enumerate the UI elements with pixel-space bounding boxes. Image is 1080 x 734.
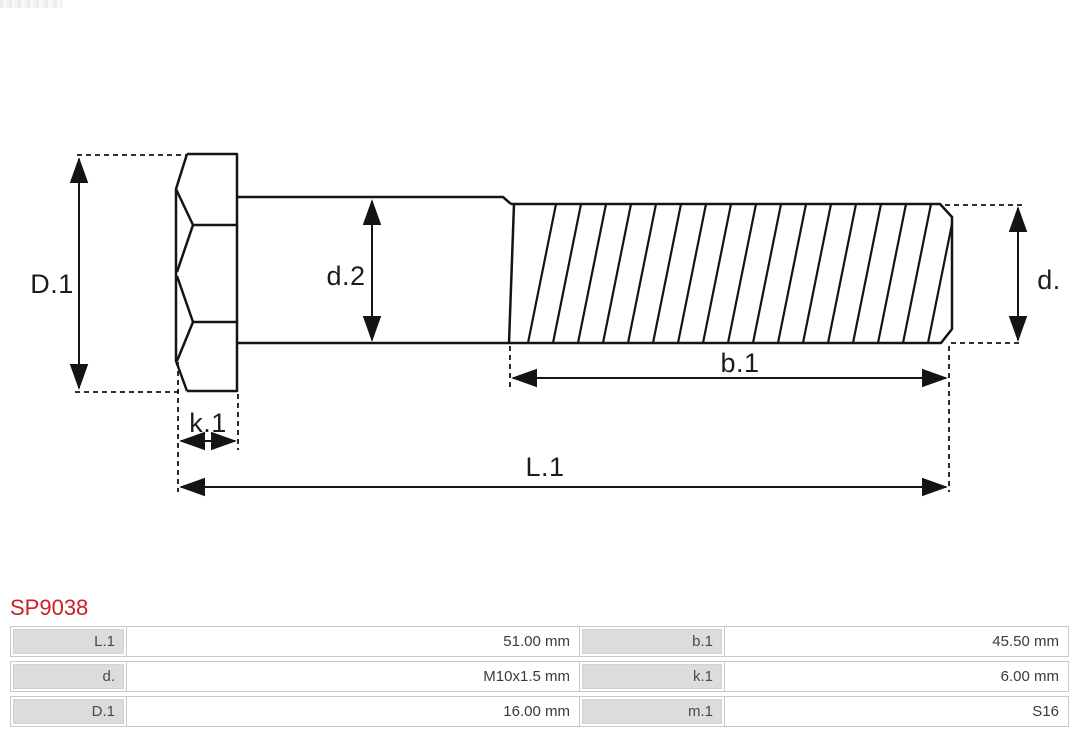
spec-value: 51.00 mm: [127, 627, 580, 656]
spec-value: S16: [1032, 703, 1059, 720]
spec-label: k.1: [582, 664, 722, 689]
dimension-labels: [30, 261, 1061, 482]
spec-label: b.1: [582, 629, 722, 654]
spec-label-cell: [11, 627, 127, 656]
thread-line: [578, 204, 606, 343]
thread-line: [603, 204, 631, 343]
spec-label-cell: [11, 662, 127, 691]
spec-label: d.: [13, 664, 124, 689]
spec-label: D.1: [13, 699, 124, 724]
spec-value: 45.50 mm: [992, 633, 1059, 650]
thread-hatch: [528, 204, 956, 343]
thread-line: [778, 204, 806, 343]
thread-line: [903, 204, 931, 343]
label-k1: k.1: [189, 408, 227, 438]
bolt-thread-outline: [509, 204, 952, 343]
thread-line: [553, 204, 581, 343]
spec-table: [10, 626, 1069, 731]
bolt-shank: [237, 197, 511, 343]
spec-label-cell: [580, 697, 725, 726]
thread-line: [728, 204, 756, 343]
label-D1: D.1: [30, 269, 74, 299]
thread-line: [528, 204, 556, 343]
thread-line: [703, 204, 731, 343]
spec-label-cell: [580, 627, 725, 656]
thread-line: [803, 204, 831, 343]
spec-value: 16.00 mm: [127, 697, 580, 726]
thread-line: [878, 204, 906, 343]
spec-label-cell: [11, 697, 127, 726]
table-row: [10, 626, 1069, 657]
table-row: [10, 661, 1069, 692]
spec-value: M10x1.5 mm: [127, 662, 580, 691]
thread-line: [653, 204, 681, 343]
table-row: [10, 696, 1069, 727]
label-d2: d.2: [326, 261, 366, 291]
thread-line: [753, 204, 781, 343]
label-b1: b.1: [720, 348, 760, 378]
spec-label-cell: [580, 662, 725, 691]
bolt-head: [176, 154, 237, 391]
thread-line: [828, 204, 856, 343]
part-number: SP9038: [10, 595, 89, 620]
thread-line: [853, 204, 881, 343]
thread-line: [678, 204, 706, 343]
thread-line: [628, 204, 656, 343]
spec-label: L.1: [13, 629, 124, 654]
spec-value: 6.00 mm: [1000, 668, 1059, 685]
label-L1: L.1: [525, 452, 565, 482]
spec-label: m.1: [582, 699, 722, 724]
label-d: d.: [1037, 265, 1061, 295]
